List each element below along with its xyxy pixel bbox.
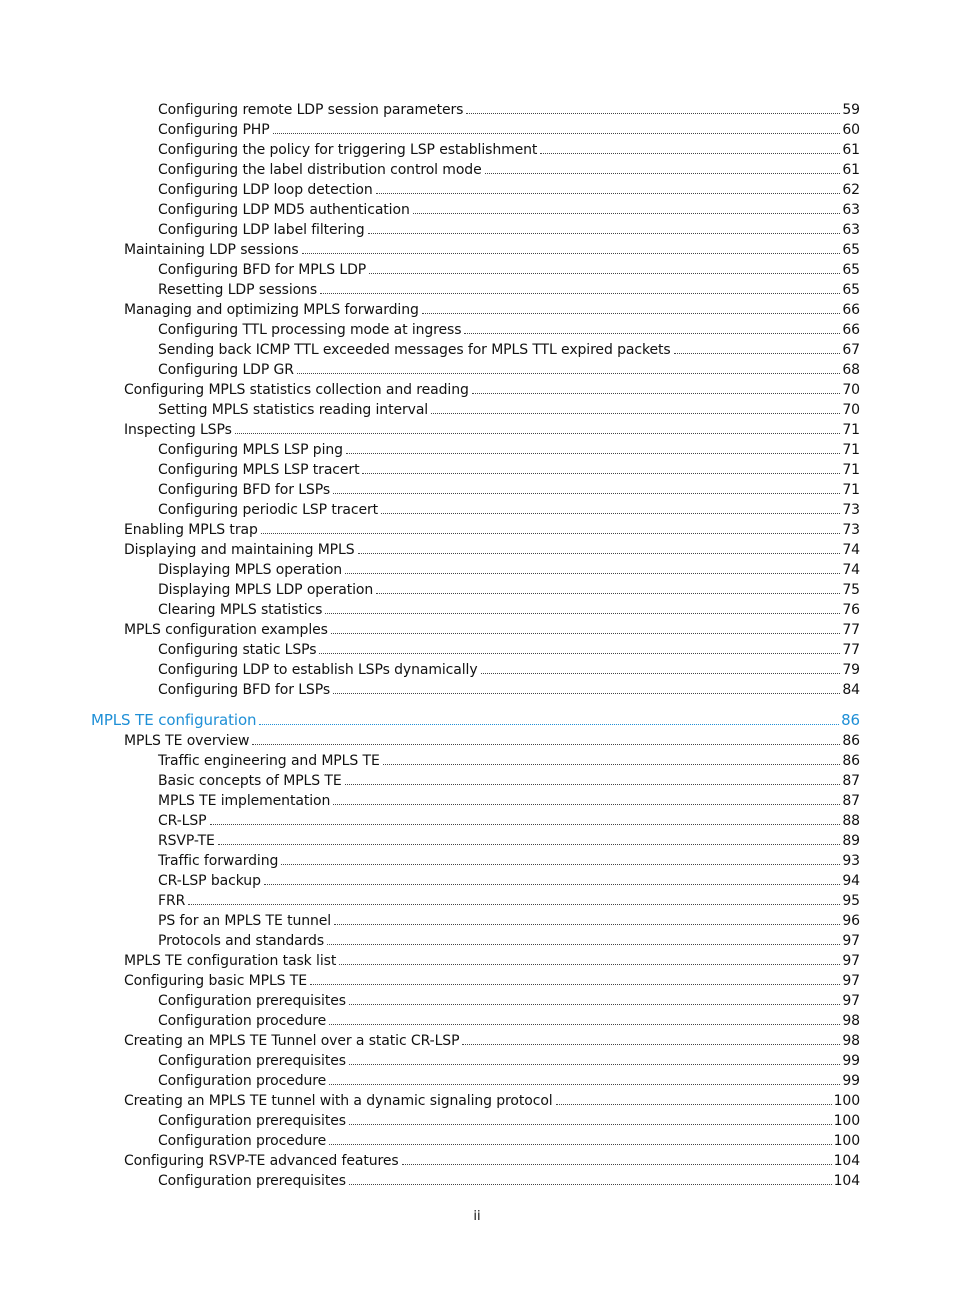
toc-entry-title: Configuration procedure [158,1013,327,1029]
toc-entry-page: 71 [842,482,860,498]
toc-entry-page: 86 [841,711,860,729]
toc-entry-title: Configuring BFD for LSPs [158,482,331,498]
toc-leader-dots [273,133,841,134]
toc-chapter-entry[interactable] [91,710,860,730]
toc-entry-title: Basic concepts of MPLS TE [158,773,342,789]
toc-entry[interactable] [158,851,860,871]
toc-leader-dots [329,1084,840,1085]
toc-entry-page: 95 [842,893,860,909]
toc-entry-page: 71 [842,442,860,458]
toc-entry[interactable] [124,620,860,640]
toc-entry[interactable] [124,731,860,751]
toc-entry-page: 74 [842,562,860,578]
toc-entry[interactable] [158,400,860,420]
toc-entry[interactable] [158,911,860,931]
toc-leader-dots [472,393,841,394]
toc-entry-title: Configuring basic MPLS TE [124,973,308,989]
toc-entry[interactable] [158,751,860,771]
toc-entry[interactable] [158,931,860,951]
toc-entry[interactable] [158,260,860,280]
toc-entry-title: PS for an MPLS TE tunnel [158,913,332,929]
toc-entry[interactable] [124,520,860,540]
toc-leader-dots [339,964,840,965]
toc-leader-dots [252,744,840,745]
toc-entry-page: 66 [842,322,860,338]
toc-leader-dots [431,413,840,414]
page-number: ii [473,1209,481,1224]
toc-entry-title: Configuration prerequisites [158,1173,346,1189]
toc-entry-title: Sending back ICMP TTL exceeded messages for MPLS TTL expired packets [158,342,671,358]
toc-entry-page: 77 [842,642,860,658]
toc-entry-page: 65 [842,262,860,278]
toc-entry-title: MPLS configuration examples [124,622,328,638]
toc-leader-dots [349,1124,832,1125]
toc-entry-page: 93 [842,853,860,869]
toc-entry[interactable] [158,160,860,180]
toc-entry-title: Configuring PHP [158,122,270,138]
toc-entry-page: 76 [842,602,860,618]
toc-entry[interactable] [124,1031,860,1051]
toc-entry[interactable] [158,340,860,360]
toc-leader-dots [333,493,840,494]
toc-entry-title: Configuration procedure [158,1073,327,1089]
toc-entry-page: 100 [833,1093,860,1109]
toc-entry-title: Configuring LDP MD5 authentication [158,202,410,218]
toc-entry[interactable] [124,1091,860,1111]
toc-entry-title: Resetting LDP sessions [158,282,318,298]
toc-entry-page: 68 [842,362,860,378]
toc-entry-title: MPLS TE implementation [158,793,331,809]
toc-entry-page: 71 [842,422,860,438]
toc-leader-dots [334,924,840,925]
toc-leader-dots [218,844,841,845]
toc-entry-page: 86 [842,753,860,769]
toc-entry-page: 77 [842,622,860,638]
toc-leader-dots [302,253,841,254]
toc-leader-dots [485,173,841,174]
toc-leader-dots [422,313,841,314]
toc-entry[interactable] [158,200,860,220]
toc-leader-dots [481,673,841,674]
toc-entry-title: Clearing MPLS statistics [158,602,323,618]
toc-entry[interactable] [158,280,860,300]
toc-entry[interactable] [158,140,860,160]
toc-leader-dots [319,653,840,654]
toc-leader-dots [368,233,841,234]
toc-entry[interactable] [158,891,860,911]
toc-entry-page: 97 [842,973,860,989]
toc-entry[interactable] [124,240,860,260]
toc-leader-dots [281,864,840,865]
toc-leader-dots [674,353,841,354]
toc-entry-title: Configuring MPLS LSP tracert [158,462,360,478]
toc-entry[interactable] [158,1051,860,1071]
toc-leader-dots [333,693,840,694]
toc-entry-page: 98 [842,1033,860,1049]
toc-entry[interactable] [158,100,860,120]
toc-entry[interactable] [158,560,860,580]
toc-entry-page: 88 [842,813,860,829]
toc-entry-page: 87 [842,773,860,789]
toc-entry[interactable] [124,380,860,400]
toc-leader-dots [259,724,839,725]
toc-entry-title: Configuring the policy for triggering LSP establishment [158,142,538,158]
toc-leader-dots [329,1144,831,1145]
toc-entry[interactable] [158,660,860,680]
toc-entry-page: 98 [842,1013,860,1029]
toc-entry-title: Displaying MPLS LDP operation [158,582,374,598]
toc-entry-page: 104 [833,1153,860,1169]
toc-entry-title: MPLS TE configuration [91,711,257,729]
toc-entry-page: 61 [842,142,860,158]
toc-leader-dots [383,764,841,765]
toc-entry[interactable] [124,951,860,971]
toc-entry-title: Configuration procedure [158,1133,327,1149]
toc-leader-dots [464,333,840,334]
toc-entry-title: Configuring LDP GR [158,362,294,378]
toc-entry-page: 70 [842,402,860,418]
toc-entry[interactable] [158,180,860,200]
toc-entry[interactable] [158,831,860,851]
toc-entry-title: Configuring RSVP-TE advanced features [124,1153,399,1169]
toc-entry-title: Configuring MPLS statistics collection and reading [124,382,469,398]
toc-leader-dots [402,1164,832,1165]
toc-entry-title: Displaying and maintaining MPLS [124,542,355,558]
toc-entry[interactable] [158,480,860,500]
toc-leader-dots [188,904,840,905]
toc-leader-dots [264,884,841,885]
toc-leader-dots [325,613,840,614]
toc-entry-title: Creating an MPLS TE Tunnel over a static CR-LSP [124,1033,460,1049]
toc-entry[interactable] [158,120,860,140]
toc-entry-page: 94 [842,873,860,889]
toc-entry-page: 97 [842,933,860,949]
toc-leader-dots [235,433,841,434]
toc-entry-page: 97 [842,993,860,1009]
toc-entry-title: Configuration prerequisites [158,1113,346,1129]
toc-entry[interactable] [158,460,860,480]
toc-entry-page: 65 [842,282,860,298]
toc-entry[interactable] [158,871,860,891]
toc-entry-page: 61 [842,162,860,178]
toc-entry-page: 89 [842,833,860,849]
toc-entry-page: 63 [842,222,860,238]
toc-entry[interactable] [158,440,860,460]
toc-entry-title: Maintaining LDP sessions [124,242,299,258]
toc-entry-title: Protocols and standards [158,933,325,949]
toc-leader-dots [346,453,840,454]
toc-entry-title: Configuring LDP label filtering [158,222,365,238]
toc-entry[interactable] [158,580,860,600]
toc-entry-title: Configuring static LSPs [158,642,317,658]
toc-entry[interactable] [124,420,860,440]
toc-entry[interactable] [158,600,860,620]
toc-leader-dots [540,153,840,154]
toc-entry-page: 84 [842,682,860,698]
toc-leader-dots [349,1064,840,1065]
toc-entry-title: Configuring BFD for LSPs [158,682,331,698]
toc-entry-page: 62 [842,182,860,198]
toc-entry[interactable] [158,320,860,340]
toc-entry-title: Configuration prerequisites [158,1053,346,1069]
toc-entry[interactable] [158,1111,860,1131]
toc-entry-title: MPLS TE overview [124,733,250,749]
toc-entry[interactable] [158,640,860,660]
toc-entry[interactable] [158,771,860,791]
toc-entry-title: CR-LSP backup [158,873,261,889]
toc-entry[interactable] [158,220,860,240]
toc-entry-title: Configuring TTL processing mode at ingress [158,322,462,338]
toc-entry-page: 67 [842,342,860,358]
toc-entry-page: 70 [842,382,860,398]
toc-entry-page: 99 [842,1073,860,1089]
toc-entry-page: 60 [842,122,860,138]
toc-entry-title: Configuring MPLS LSP ping [158,442,343,458]
toc-entry-title: Setting MPLS statistics reading interval [158,402,429,418]
toc-leader-dots [297,373,840,374]
toc-entry-page: 66 [842,302,860,318]
toc-entry-page: 75 [842,582,860,598]
toc-entry-title: Configuring periodic LSP tracert [158,502,379,518]
toc-entry-title: RSVP-TE [158,833,215,849]
toc-entry-title: Traffic engineering and MPLS TE [158,753,380,769]
toc-entry-page: 86 [842,733,860,749]
toc-leader-dots [210,824,841,825]
toc-leader-dots [327,944,840,945]
toc-entry-page: 71 [842,462,860,478]
toc-entry-page: 100 [833,1133,860,1149]
toc-entry-page: 79 [842,662,860,678]
toc-leader-dots [369,273,840,274]
toc-entry-title: Inspecting LSPs [124,422,232,438]
toc-entry[interactable] [158,811,860,831]
toc-leader-dots [329,1024,840,1025]
toc-entry-title: FRR [158,893,186,909]
toc-entry-page: 73 [842,522,860,538]
toc-entry-page: 99 [842,1053,860,1069]
toc-entry-title: Traffic forwarding [158,853,279,869]
toc-entry-title: Creating an MPLS TE tunnel with a dynamic signaling protocol [124,1093,553,1109]
toc-entry-page: 59 [842,102,860,118]
toc-leader-dots [466,113,840,114]
toc-entry[interactable] [124,540,860,560]
toc-entry[interactable] [158,680,860,700]
toc-leader-dots [333,804,840,805]
toc-entry-page: 100 [833,1113,860,1129]
toc-entry-title: Configuring LDP loop detection [158,182,373,198]
toc-entry[interactable] [158,991,860,1011]
toc-leader-dots [556,1104,832,1105]
toc-leader-dots [261,533,841,534]
toc-entry[interactable] [158,1131,860,1151]
toc-entry-title: CR-LSP [158,813,207,829]
toc-entry-title: Managing and optimizing MPLS forwarding [124,302,419,318]
toc-entry[interactable] [124,300,860,320]
toc-entry-title: MPLS TE configuration task list [124,953,337,969]
toc-leader-dots [376,593,840,594]
toc-leader-dots [362,473,840,474]
toc-entry-title: Configuring BFD for MPLS LDP [158,262,367,278]
toc-entry-page: 87 [842,793,860,809]
toc-entry[interactable] [158,1071,860,1091]
toc-entry-title: Configuration prerequisites [158,993,346,1009]
toc-entry[interactable] [158,1011,860,1031]
toc-entry-page: 97 [842,953,860,969]
toc-entry-title: Configuring remote LDP session parameters [158,102,464,118]
toc-leader-dots [331,633,841,634]
toc-leader-dots [462,1044,840,1045]
toc-entry[interactable] [158,1171,860,1191]
toc-entry-title: Configuring LDP to establish LSPs dynamically [158,662,478,678]
toc-leader-dots [381,513,840,514]
toc-leader-dots [358,553,841,554]
toc-entry[interactable] [124,1151,860,1171]
toc-leader-dots [349,1004,840,1005]
toc-entry-page: 104 [833,1173,860,1189]
toc-entry-page: 73 [842,502,860,518]
toc-entry-page: 74 [842,542,860,558]
toc-entry-title: Enabling MPLS trap [124,522,258,538]
toc-entry-title: Configuring the label distribution control mode [158,162,482,178]
toc-entry-page: 63 [842,202,860,218]
toc-leader-dots [310,984,840,985]
toc-entry-page: 65 [842,242,860,258]
toc-entry-title: Displaying MPLS operation [158,562,343,578]
toc-leader-dots [376,193,841,194]
toc-entry-page: 96 [842,913,860,929]
toc-entry[interactable] [158,500,860,520]
toc-leader-dots [349,1184,832,1185]
toc-entry[interactable] [158,360,860,380]
toc-leader-dots [413,213,841,214]
toc-entry[interactable] [158,791,860,811]
toc-leader-dots [320,293,840,294]
toc-leader-dots [345,784,841,785]
toc-entry[interactable] [124,971,860,991]
toc-leader-dots [345,573,840,574]
